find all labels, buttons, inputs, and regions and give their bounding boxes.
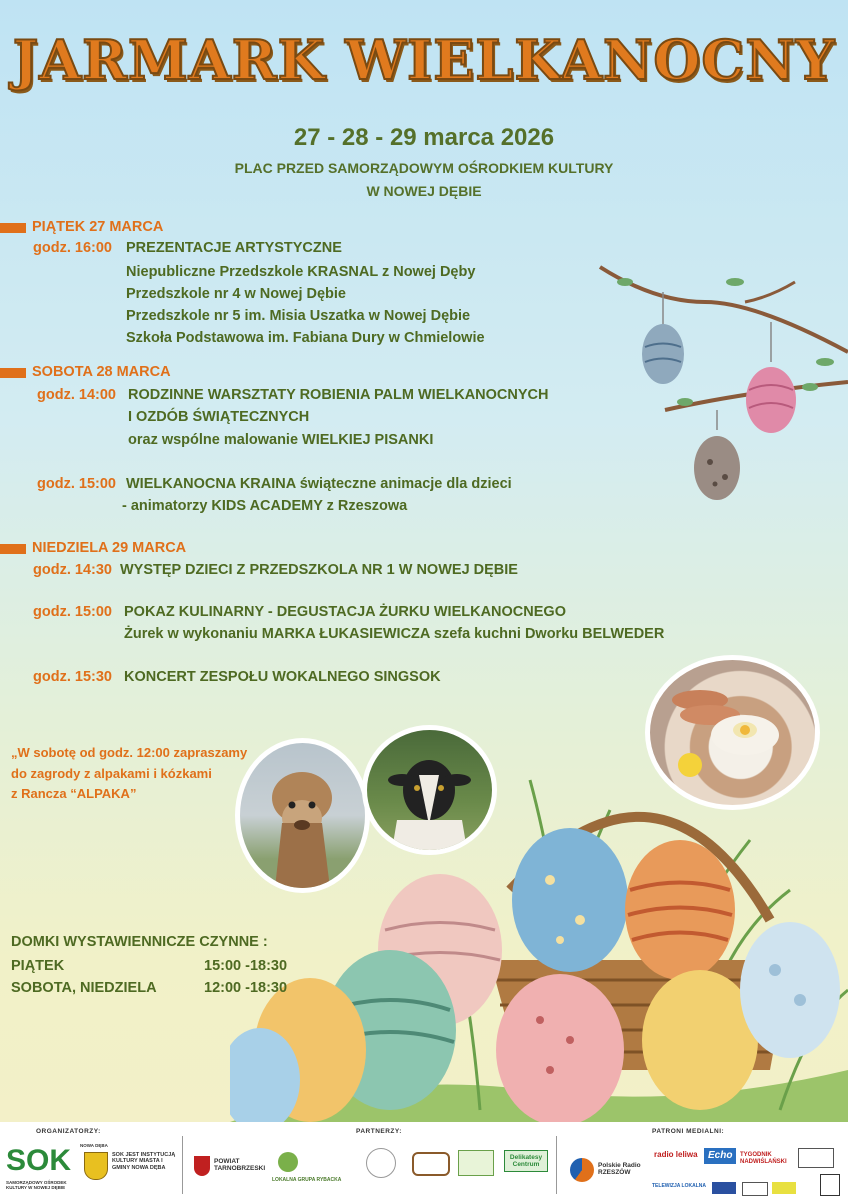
polskie-radio-logo: Polskie Radio RZESZÓW xyxy=(598,1162,641,1177)
divider xyxy=(182,1136,183,1194)
day-marker xyxy=(0,223,26,233)
sunday-label: NIEDZIELA 29 MARCA xyxy=(32,540,187,556)
partner-logo-icon xyxy=(366,1148,396,1178)
stalls-row-2-day: SOBOTA, NIEDZIELA xyxy=(11,980,157,996)
sunday-event-3: KONCERT ZESPOŁU WOKALNEGO SINGSOK xyxy=(124,669,441,685)
powiat-logo: POWIAT TARNOBRZESKI xyxy=(214,1158,266,1173)
saturday-event-1-line-2: I OZDÓB ŚWIĄTECZNYCH xyxy=(128,409,310,425)
stalls-heading: DOMKI WYSTAWIENNICZE CZYNNE : xyxy=(11,934,268,950)
media-logo-icon xyxy=(712,1182,736,1194)
sunday-event-2: POKAZ KULINARNY - DEGUSTACJA ŻURKU WIELKANOCNEGO xyxy=(124,604,566,620)
lgr-tree-icon xyxy=(278,1152,298,1172)
media-logo-icon xyxy=(742,1182,768,1196)
saturday-label: SOBOTA 28 MARCA xyxy=(32,364,171,380)
sunday-time-2: godz. 15:00 xyxy=(33,604,112,620)
delikatesy-logo: Delikatesy Centrum xyxy=(504,1150,548,1172)
partner-logo-icon xyxy=(458,1150,494,1176)
friday-performer-1: Niepubliczne Przedszkole KRASNAL z Nowej Dęby xyxy=(126,264,476,280)
i-love-nd-icon xyxy=(820,1174,840,1196)
friday-label: PIĄTEK 27 MARCA xyxy=(32,219,164,235)
saturday-time-2: godz. 15:00 xyxy=(37,476,116,492)
saturday-event-1-line-1: RODZINNE WARSZTATY ROBIENIA PALM WIELKANOCNYCH xyxy=(128,387,549,403)
sok-institution-info: SOK JEST INSTYTUCJĄ KULTURY MIASTA I GMINY NOWA DĘBA xyxy=(112,1152,176,1171)
polskie-radio-icon xyxy=(570,1158,594,1182)
saturday-time-1: godz. 14:00 xyxy=(37,387,116,403)
saturday-event-2-sub: - animatorzy KIDS ACADEMY z Rzeszowa xyxy=(122,498,408,514)
sok-logo: SOK xyxy=(6,1144,72,1177)
stalls-row-1-time: 15:00 -18:30 xyxy=(204,958,288,974)
lgr-logo: LOKALNA GRUPA RYBACKA xyxy=(272,1177,342,1183)
alpaca-note-line-1: „W sobotę od godz. 12:00 zapraszamy xyxy=(11,745,248,760)
partners-heading: PARTNERZY: xyxy=(356,1128,402,1135)
friday-event: PREZENTACJE ARTYSTYCZNE xyxy=(126,240,342,256)
stalls-row-1-day: PIĄTEK xyxy=(11,958,65,974)
sunday-event-1: WYSTĘP DZIECI Z PRZEDSZKOLA NR 1 W NOWEJ DĘBIE xyxy=(120,562,518,578)
media-logo-icon xyxy=(772,1182,796,1194)
sunday-event-2-sub: Żurek w wykonaniu MARKA ŁUKASIEWICZA szefa kuchni Dworku BELWEDER xyxy=(124,626,665,642)
my-city-icon xyxy=(798,1148,834,1168)
saturday-event-2: WIELKANOCNA KRAINA świąteczne animacje dla dzieci xyxy=(126,476,512,492)
sunday-time-1: godz. 14:30 xyxy=(33,562,112,578)
friday-time: godz. 16:00 xyxy=(33,240,112,256)
radio-leliwa-logo: radio leliwa xyxy=(654,1150,698,1159)
alpaca-note-line-3: z Rancza “ALPAKA” xyxy=(11,786,137,801)
friday-performer-3: Przedszkole nr 5 im. Misia Uszatka w Nowej Dębie xyxy=(126,308,471,324)
organizers-heading: ORGANIZATORZY: xyxy=(36,1128,101,1135)
saturday-event-1-sub: oraz wspólne malowanie WIELKIEJ PISANKI xyxy=(128,432,434,448)
venue-line-2: W NOWEJ DĘBIE xyxy=(366,183,482,199)
sok-logo-subtitle: SAMORZĄDOWY OŚRODEK KULTURY W NOWEJ DĘBIE xyxy=(6,1180,67,1191)
alpaca-photo xyxy=(235,738,370,893)
powiat-crest-icon xyxy=(194,1156,210,1176)
nowa-deba-crest-icon xyxy=(84,1152,108,1180)
telewizja-lokalna-logo: TELEWIZJA LOKALNA xyxy=(652,1183,706,1189)
partner-logo-icon xyxy=(412,1152,450,1176)
media-heading: PATRONI MEDIALNI: xyxy=(652,1128,725,1135)
poster-title: JARMARK WIELKANOCNY xyxy=(12,28,836,92)
divider xyxy=(556,1136,557,1194)
friday-performer-2: Przedszkole nr 4 w Nowej Dębie xyxy=(126,286,346,302)
event-dates: 27 - 28 - 29 marca 2026 xyxy=(293,124,555,151)
day-marker xyxy=(0,544,26,554)
sponsors-bar xyxy=(0,1122,848,1200)
tygodnik-logo: TYGODNIK NADWIŚLAŃSKI xyxy=(740,1152,787,1165)
day-marker xyxy=(0,368,26,378)
alpaca-note-line-2: do zagrody z alpakami i kózkami xyxy=(11,766,212,781)
friday-performer-4: Szkoła Podstawowa im. Fabiana Dury w Chmielowie xyxy=(126,330,485,346)
venue-line-1: PLAC PRZED SAMORZĄDOWYM OŚRODKIEM KULTURY xyxy=(234,160,614,176)
zurek-photo xyxy=(645,655,820,810)
nowa-deba-label: NOWA DĘBA xyxy=(80,1143,108,1148)
stalls-row-2-time: 12:00 -18:30 xyxy=(204,980,288,996)
goat-photo xyxy=(362,725,497,855)
sunday-time-3: godz. 15:30 xyxy=(33,669,112,685)
hanging-eggs-illustration xyxy=(595,262,848,512)
echo-logo: Echo xyxy=(704,1148,736,1164)
